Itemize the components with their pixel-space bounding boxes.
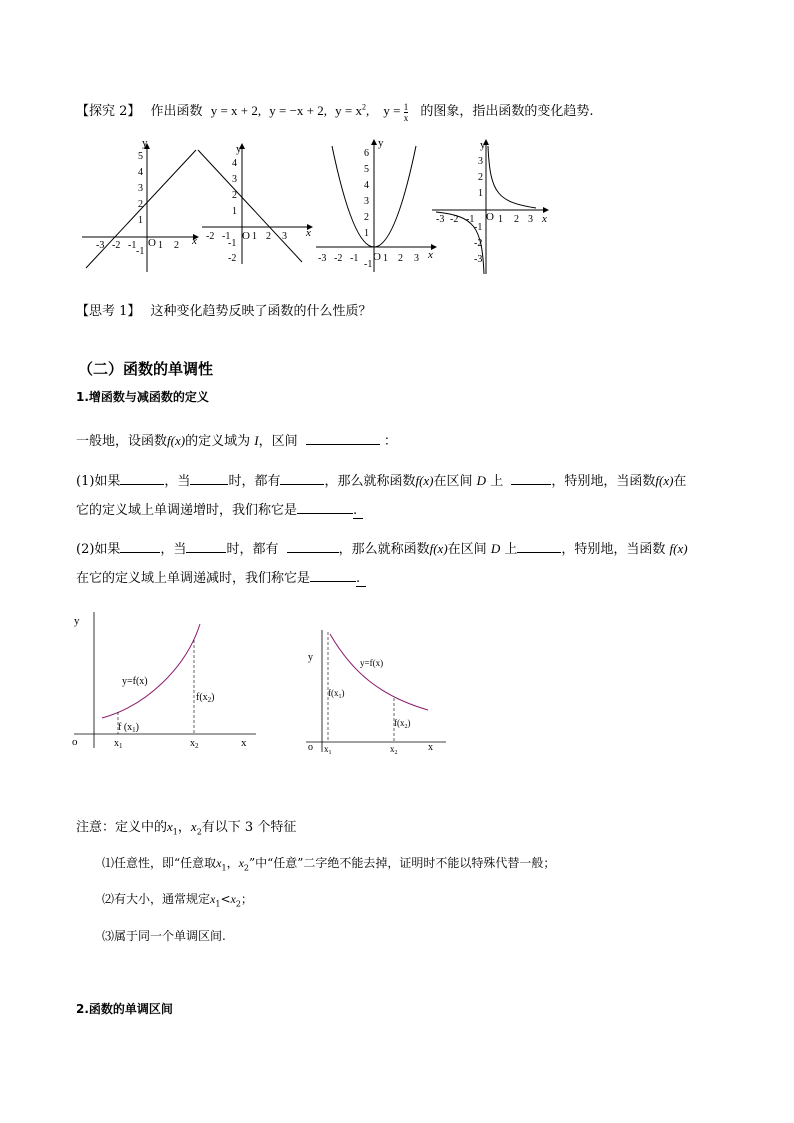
item2-blank-1[interactable] xyxy=(120,539,160,553)
item2-line1 xyxy=(76,538,688,557)
g1-xtick: -2 xyxy=(112,240,121,251)
g3-ytick: 3 xyxy=(364,196,369,207)
g2-xtick: 2 xyxy=(266,231,271,242)
item2-f: 上 xyxy=(504,542,518,557)
item2-blank-2[interactable] xyxy=(186,539,226,553)
item2-fx-2: f(x) xyxy=(669,541,688,556)
note-x1: x xyxy=(167,819,173,834)
g2-origin: O xyxy=(242,230,250,242)
explore2-label: 【探究 2】 xyxy=(76,104,141,119)
figure-increasing xyxy=(66,608,266,756)
g3-xtick: 2 xyxy=(398,253,403,264)
figB-origin: o xyxy=(308,742,313,753)
item2-b: ，当 xyxy=(160,542,187,557)
g3-xtick: -1 xyxy=(350,253,359,264)
g2-xtick: -1 xyxy=(222,231,231,242)
g3-ytick: 6 xyxy=(364,148,369,159)
intro-domain: I xyxy=(254,433,259,448)
note1-x2: x xyxy=(238,856,244,870)
item1-blank-4[interactable] xyxy=(511,471,551,485)
g4-ytick: 2 xyxy=(478,172,483,183)
intro-fx: f(x) xyxy=(167,433,186,448)
item2-dot: . xyxy=(356,571,366,587)
item1-fx-2: f(x) xyxy=(655,473,674,488)
item2-c: 时，都有 xyxy=(226,542,279,557)
func-3-base: y = x xyxy=(335,103,362,118)
item1-g: ，特别地，当函数 xyxy=(551,474,656,489)
item1-b: ，当 xyxy=(164,474,191,489)
func-3-exp: 2 xyxy=(362,102,366,112)
figA-x-label: x xyxy=(241,737,247,749)
g3-origin: O xyxy=(373,251,381,263)
g2-xtick: 3 xyxy=(282,231,287,242)
func-4-den: x xyxy=(403,112,409,123)
item2-blank-5[interactable] xyxy=(310,568,356,582)
item1-d: ，那么就称函数 xyxy=(324,474,416,489)
g4-ytick: 3 xyxy=(478,156,483,167)
g4-ytick: 1 xyxy=(478,188,483,199)
item1-dot: . xyxy=(353,503,363,519)
intro-line xyxy=(76,430,397,449)
note-sep: ， xyxy=(177,820,191,835)
figA-origin: o xyxy=(72,736,78,748)
item2-g: ，特别地，当函数 xyxy=(561,542,666,557)
subsection-2-title: 2.函数的单调区间 xyxy=(76,1002,173,1016)
figA-fx2: $f(x_2)$ xyxy=(196,692,215,704)
g4-ytick: -3 xyxy=(474,254,483,265)
graph-linear-decreasing xyxy=(198,143,312,264)
item1-a: (1)如果 xyxy=(76,474,121,489)
explore2-line xyxy=(76,100,594,123)
g2-xtick: -2 xyxy=(206,231,215,242)
graph-reciprocal xyxy=(432,139,548,274)
section-title: （二）函数的单调性 xyxy=(78,360,214,378)
figB-fx1: $f(x_1)$ xyxy=(328,688,345,700)
intro-mid: 的定义域为 xyxy=(185,434,251,449)
g2-line xyxy=(198,150,302,262)
figB-y-label: y xyxy=(308,652,313,663)
g4-xtick: 1 xyxy=(498,214,503,225)
item1-line2 xyxy=(76,499,363,518)
note2-x1-sub: 1 xyxy=(215,899,221,909)
note2-post: ； xyxy=(240,892,253,906)
figB-curve-label: y=f(x) xyxy=(360,658,384,668)
g2-ytick: 2 xyxy=(232,190,237,201)
item1-line2-text: 它的定义域上单调递增时，我们称它是 xyxy=(76,503,298,518)
note-x2: x xyxy=(190,819,197,834)
item1-blank-5[interactable] xyxy=(297,500,353,514)
g2-x-label: x xyxy=(306,227,311,239)
g1-neg-one: -1 xyxy=(136,246,145,257)
func-1: y = x + 2, xyxy=(210,103,262,118)
g2-ytick: 1 xyxy=(232,206,237,217)
item1-fx: f(x) xyxy=(415,473,434,488)
note1-pre: ⑴任意性，即“任意取 xyxy=(102,856,217,870)
g3-ytick: 4 xyxy=(364,180,369,191)
g3-ytick: 5 xyxy=(364,164,369,175)
item2-blank-3[interactable] xyxy=(287,539,339,553)
intro-end: ： xyxy=(383,434,397,449)
note1-x1: x xyxy=(216,856,222,870)
note-item-3: ⑶属于同一个单调区间. xyxy=(102,929,226,943)
item2-line2-text: 在它的定义域上单调递减时，我们称它是 xyxy=(76,571,311,586)
figB-x1: $x_1$ xyxy=(324,744,332,756)
func-4-pre: y = xyxy=(383,103,401,118)
item2-e: 在区间 xyxy=(447,542,487,557)
g3-xtick: -3 xyxy=(318,253,327,264)
g2-ytick: 4 xyxy=(232,158,237,169)
g4-xtick: -1 xyxy=(466,214,475,225)
g4-xtick: -2 xyxy=(450,214,459,225)
g3-xtick: 3 xyxy=(414,253,419,264)
func-4-fraction xyxy=(404,102,409,123)
figA-curve-label: y=f(x) xyxy=(122,676,148,687)
figB-curve xyxy=(330,634,428,710)
g4-origin: O xyxy=(486,211,494,223)
g3-neg-one: -1 xyxy=(364,259,373,270)
figB-fx2: $f(x_2)$ xyxy=(394,718,411,730)
note1-post: ”中“任意”二字绝不能去掉，证明时不能以特殊代替一般； xyxy=(249,856,556,870)
g1-ytick: 3 xyxy=(138,183,143,194)
g4-xtick: -3 xyxy=(436,214,445,225)
figA-x2: $x_2$ xyxy=(190,738,199,750)
note-x1-sub: 1 xyxy=(172,827,178,837)
think1-text: 这种变化趋势反映了函数的什么性质？ xyxy=(150,304,372,319)
g2-xtick: 1 xyxy=(252,231,257,242)
g3-xtick: 1 xyxy=(383,253,388,264)
g1-xtick: -3 xyxy=(96,240,105,251)
note1-x1-sub: 1 xyxy=(221,863,227,873)
blank-interval[interactable] xyxy=(306,431,380,445)
g2-ytick: -1 xyxy=(228,238,237,249)
g4-curve-positive xyxy=(488,146,536,208)
item1-f: 上 xyxy=(490,474,504,489)
func-3 xyxy=(335,103,369,118)
g2-ytick: 3 xyxy=(232,174,237,185)
g1-ytick: 5 xyxy=(138,151,143,162)
g1-xtick: 1 xyxy=(158,240,163,251)
note-line xyxy=(76,816,296,837)
g1-ytick: 2 xyxy=(138,199,143,210)
g1-x-label: x xyxy=(192,235,197,247)
figA-fx1: f $(x_1)$ xyxy=(118,722,140,734)
g4-xtick: 2 xyxy=(514,214,519,225)
g4-ytick: -2 xyxy=(474,238,483,249)
item2-blank-4[interactable] xyxy=(517,539,561,553)
item1-D: D xyxy=(476,473,487,488)
item1-line1 xyxy=(76,470,686,489)
note2-pre: ⑵有大小，通常规定 xyxy=(102,892,211,906)
g3-xtick: -2 xyxy=(334,253,343,264)
g4-y-label: y xyxy=(480,139,486,151)
g1-xtick: 2 xyxy=(174,240,179,251)
g3-x-label: x xyxy=(428,249,433,261)
func-2: y = −x + 2, xyxy=(269,103,328,118)
graph-parabola xyxy=(316,137,436,272)
item1-blank-3[interactable] xyxy=(280,471,324,485)
note1-x2-sub: 2 xyxy=(243,863,249,873)
g1-origin: O xyxy=(148,237,156,249)
intro-pre: 一般地，设函数 xyxy=(76,434,168,449)
g1-xtick: -1 xyxy=(128,240,137,251)
figure-decreasing xyxy=(300,624,456,758)
g1-ytick: 4 xyxy=(138,167,143,178)
item2-a: (2)如果 xyxy=(76,542,121,557)
func-3-tail: , xyxy=(366,103,370,118)
note-item-2 xyxy=(102,890,253,908)
g2-ytick: -2 xyxy=(228,253,237,264)
note-pre: 注意：定义中的 xyxy=(76,820,168,835)
note2-x2: x xyxy=(230,892,236,906)
graph-linear-increasing xyxy=(82,137,198,272)
item1-blank-1[interactable] xyxy=(120,471,164,485)
item2-fx: f(x) xyxy=(429,541,448,556)
item1-blank-2[interactable] xyxy=(190,471,228,485)
item2-line2 xyxy=(76,567,366,586)
subsection-1-title: 1.增函数与减函数的定义 xyxy=(76,390,209,404)
item2-d: ，那么就称函数 xyxy=(338,542,430,557)
g1-ytick: 1 xyxy=(138,215,143,226)
g3-y-label: y xyxy=(378,137,384,149)
note-x2-sub: 2 xyxy=(196,827,202,837)
note2-x1: x xyxy=(210,892,216,906)
g4-xtick: 3 xyxy=(528,214,533,225)
item1-h: 在 xyxy=(673,474,687,489)
explore2-suffix: 的图象，指出函数的变化趋势. xyxy=(420,104,594,119)
explore2-prefix: 作出函数 xyxy=(150,104,203,119)
item2-D: D xyxy=(490,541,501,556)
g3-ytick: 1 xyxy=(364,228,369,239)
g3-ytick: 2 xyxy=(364,212,369,223)
item1-e: 在区间 xyxy=(433,474,473,489)
figB-x2: $x_2$ xyxy=(390,744,398,756)
note-item-1 xyxy=(102,854,555,872)
func-4-num: 1 xyxy=(403,101,409,112)
function-graphs xyxy=(80,136,560,278)
note2-x2-sub: 2 xyxy=(235,899,241,909)
g1-y-label: y xyxy=(142,137,148,149)
figA-y-label: y xyxy=(74,615,80,627)
item1-c: 时，都有 xyxy=(228,474,281,489)
figA-x1: $x_1$ xyxy=(114,738,123,750)
g2-y-label: y xyxy=(236,143,242,155)
figA-curve xyxy=(102,624,200,718)
note-post: 有以下 3 个特征 xyxy=(201,820,297,835)
g4-ytick: -1 xyxy=(474,222,483,233)
think1-label: 【思考 1】 xyxy=(76,304,141,319)
note1-sep: ， xyxy=(226,856,239,870)
think1-line xyxy=(76,300,372,319)
func-4 xyxy=(383,101,409,123)
figB-x-label: x xyxy=(428,742,433,753)
g4-x-label: x xyxy=(542,213,547,225)
note2-lt: < xyxy=(220,892,231,906)
intro-post: ，区间 xyxy=(258,434,298,449)
